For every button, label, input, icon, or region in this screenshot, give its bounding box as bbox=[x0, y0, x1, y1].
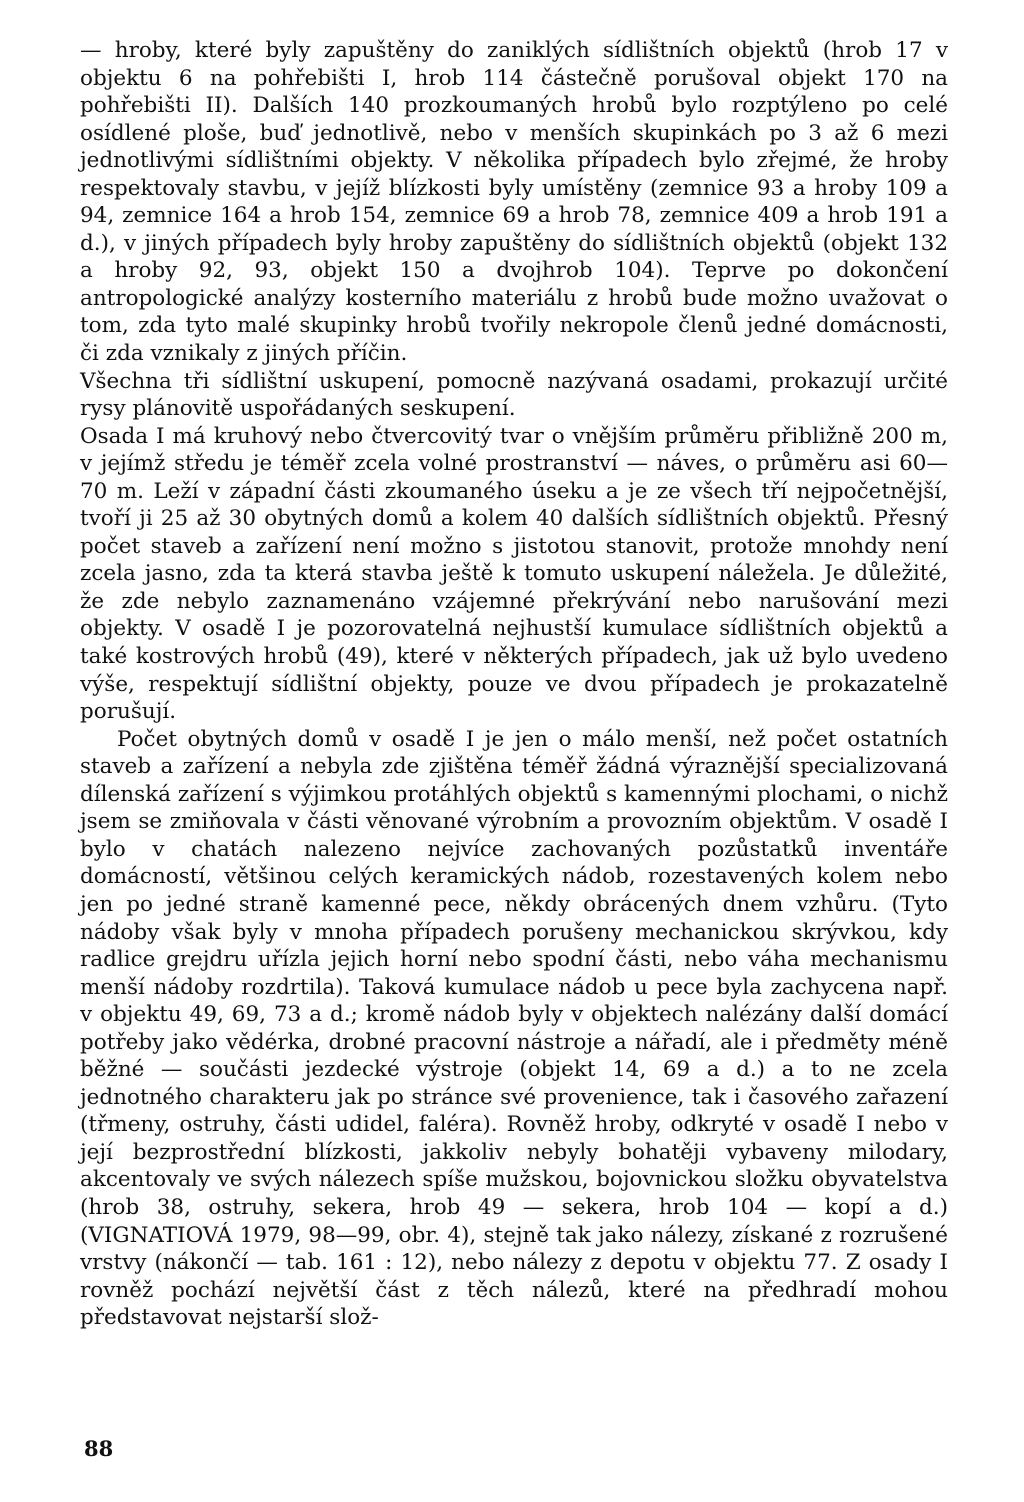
page-body bbox=[80, 37, 948, 1332]
paragraph-graves: — hroby, které byly zapuštěny do zaniklých sídlištních objektů (hrob 17 v objektu 6 na pohřebišti I, hrob 114 částečně porušoval objekt 170 na pohřebišti II). Dalších 140 prozkoumaných hrobů bylo rozptýleno po celé osídlené ploše, buď jednotlivě, nebo v menších skupinkách po 3 až 6 mezi jednotlivými sídlištními objekty. V několika případech bylo zřejmé, že hroby respektovaly stavbu, v jejíž blízkosti byly umístěny (zemnice 93 a hroby 109 a 94, zemnice 164 a hrob 154, zemnice 69 a hrob 78, zemnice 409 a hrob 191 a d.), v jiných případech byly hroby zapuštěny do sídlištních objektů (objekt 132 a hroby 92, 93, objekt 150 a dvojhrob 104). Teprve po dokončení antropologické analýzy kosterního materiálu z hrobů bude možno uvažovat o tom, zda tyto malé skupinky hrobů tvořily nekropole členů jedné domácnosti, či zda vznikaly z jiných příčin. bbox=[80, 38, 948, 367]
paragraph-dwellings: Počet obytných domů v osadě I je jen o málo menší, než počet ostatních staveb a zařízení a nebyla zde zjištěna téměř žádná výraznější specializovaná dílenská zařízení s výjimkou protáhlých objektů s kamennými plochami, o nichž jsem se zmiňovala v části věnované výrobním a provozním objektům. V osadě I bylo v chatách nalezeno nejvíce zachovaných pozůstatků inventáře domácností, většinou celých keramických nádob, rozestavených kolem nebo jen po jedné straně kamenné pece, někdy obrácených dnem vzhůru. (Tyto nádoby však byly v mnoha případech porušeny mechanickou skrývkou, kdy radlice grejdru uřízla jejich horní nebo spodní části, nebo váha mechanismu menší nádoby rozdrtila). Taková kumulace nádob u pece byla zachycena např. v objektu 49, 69, 73 a d.; kromě nádob byly v objektech nalézány další domácí potřeby jako vědérka, drobné pracovní nástroje a nářadí, ale i předměty méně běžné — součásti jezdecké výstroje (objekt 14, 69 a d.) a to ne zcela jednotného charakteru jak po stránce své provenience, tak i časového zařazení (třmeny, ostruhy, části udidel, faléra). Rovněž hroby, odkryté v osadě I nebo v její bezprostřední blízkosti, jakkoliv nebyly bohatěji vybaveny milodary, akcentovaly ve svých nálezech spíše mužskou, bojovnickou složku obyvatelstva (hrob 38, ostruhy, sekera, hrob 49 — sekera, hrob 104 — kopí a d.) (VIGNATIOVÁ 1979, 98—99, obr. 4), stejně tak jako nálezy, získané z rozrušené vrstvy (nákončí — tab. 161 : 12), nebo nálezy z depotu v objektu 77. Z osady I rovněž pochází největší část z těch nálezů, které na předhradí mohou představovat nejstarší slož- bbox=[80, 726, 948, 1331]
paragraph-settlement-groups: Všechna tři sídlištní uskupení, pomocně nazývaná osadami, prokazují určité rysy plánovitě uspořádaných seskupení. bbox=[80, 368, 948, 422]
page-number: 88 bbox=[84, 1436, 114, 1461]
paragraph-osada-one: Osada I má kruhový nebo čtvercovitý tvar o vnějším průměru přibližně 200 m, v jejímž středu je téměř zcela volné prostranství — náves, o průměru asi 60—70 m. Leží v západní části zkoumaného úseku a je ze všech tří nejpočetnější, tvoří ji 25 až 30 obytných domů a kolem 40 dalších sídlištních objektů. Přesný počet staveb a zařízení není možno s jistotou stanovit, protože mnohdy není zcela jasno, zda ta která stavba ještě k tomuto uskupení náležela. Je důležité, že zde nebylo zaznamenáno vzájemné překrývání nebo narušování mezi objekty. V osadě I je pozorovatelná nejhustší kumulace sídlištních objektů a také kostrových hrobů (49), které v některých případech, jak už bylo uvedeno výše, respektují sídlištní objekty, pouze ve dvou případech je prokazatelně porušují. bbox=[80, 423, 948, 725]
